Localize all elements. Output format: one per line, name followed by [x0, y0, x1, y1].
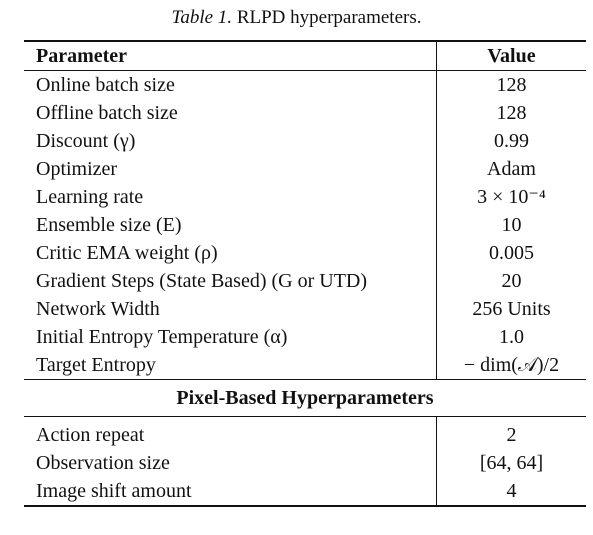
table-header-row — [24, 42, 586, 70]
table-row — [24, 351, 586, 379]
row-parameter: Learning rate — [36, 186, 144, 208]
table-row — [24, 239, 586, 267]
table-row — [24, 127, 586, 155]
table-row — [24, 449, 586, 477]
caption-label: Table 1. — [171, 7, 233, 28]
table-row — [24, 421, 586, 449]
row-parameter: Discount (γ) — [36, 130, 136, 152]
row-value: 0.005 — [436, 239, 586, 267]
table-row — [24, 99, 586, 127]
row-value: 1.0 — [436, 323, 586, 351]
row-value: 256 Units — [436, 295, 586, 323]
row-parameter: Initial Entropy Temperature (α) — [36, 326, 288, 348]
row-parameter: Target Entropy — [36, 354, 156, 376]
table-row — [24, 477, 586, 505]
row-parameter: Image shift amount — [36, 480, 192, 502]
row-parameter: Offline batch size — [36, 102, 178, 124]
row-parameter: Online batch size — [36, 74, 175, 96]
table-row — [24, 267, 586, 295]
table-row — [24, 155, 586, 183]
row-value: 2 — [436, 421, 586, 449]
caption-text: RLPD hyperparameters. — [232, 7, 422, 28]
table-row — [24, 211, 586, 239]
row-parameter: Action repeat — [36, 424, 145, 446]
table-caption — [0, 6, 593, 30]
table-row — [24, 71, 586, 99]
header-value: Value — [436, 42, 586, 70]
row-value: 128 — [436, 71, 586, 99]
section-title: Pixel-Based Hyperparameters — [176, 387, 434, 409]
table-row — [24, 295, 586, 323]
row-parameter: Network Width — [36, 298, 160, 320]
row-parameter: Optimizer — [36, 158, 118, 180]
hyperparameter-table — [24, 40, 586, 507]
row-parameter: Gradient Steps (State Based) (G or UTD) — [36, 270, 368, 292]
row-value: 128 — [436, 99, 586, 127]
bottom-rule — [24, 505, 586, 507]
row-value: Adam — [436, 155, 586, 183]
row-value: 4 — [436, 477, 586, 505]
row-parameter: Ensemble size (E) — [36, 214, 182, 236]
table-row — [24, 183, 586, 211]
row-parameter: Critic EMA weight (ρ) — [36, 242, 218, 264]
row-value: − dim(𝒜)/2 — [436, 351, 586, 379]
table-row — [24, 323, 586, 351]
header-parameter: Parameter — [36, 45, 128, 67]
row-value: 10 — [436, 211, 586, 239]
row-value: 0.99 — [436, 127, 586, 155]
row-value: [64, 64] — [436, 449, 586, 477]
row-value: 3 × 10⁻⁴ — [436, 183, 586, 211]
row-value: 20 — [436, 267, 586, 295]
row-parameter: Observation size — [36, 452, 170, 474]
